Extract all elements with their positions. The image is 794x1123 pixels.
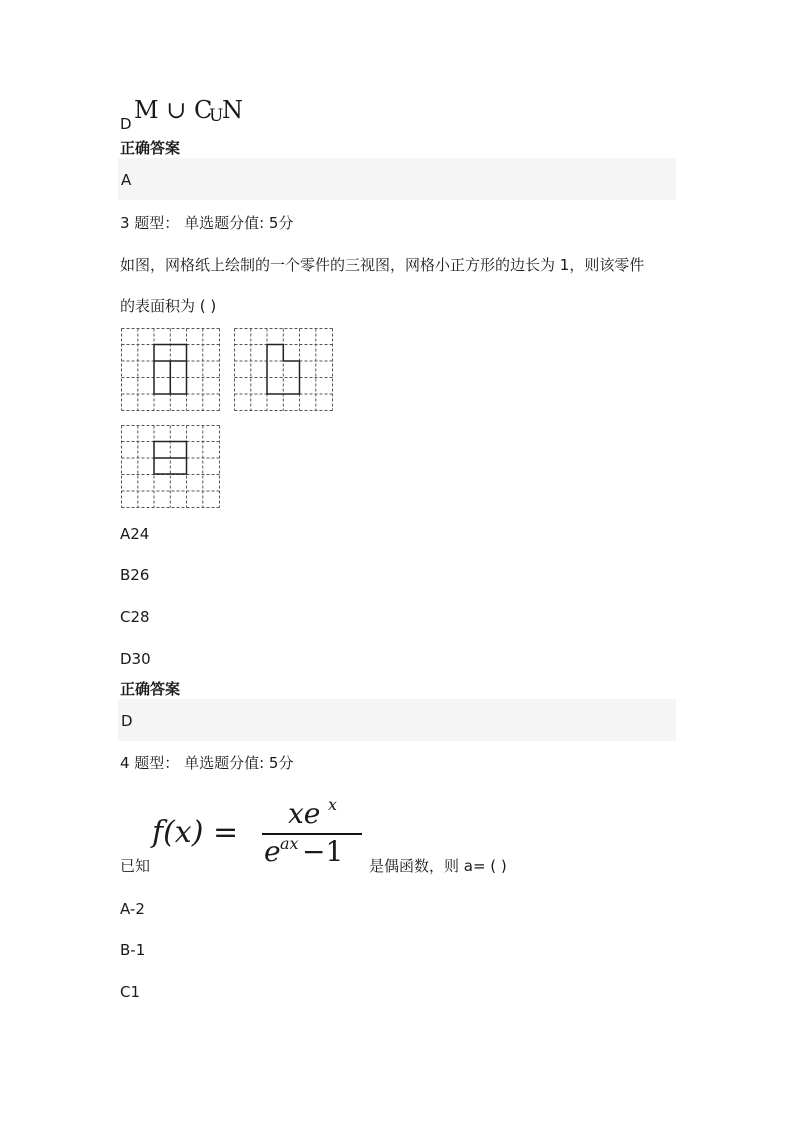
q4-prefix: 已知 (120, 857, 151, 875)
q3-correct-answer-value: D (121, 712, 133, 730)
q4-formula-denominator: e (264, 835, 281, 868)
q3-option-a: A24 (120, 525, 150, 543)
q2-option-d-tail: N (222, 96, 243, 124)
q2-correct-answer-value: A (121, 171, 132, 189)
q3-option-b: B26 (120, 566, 150, 584)
q2-option-d-sub: U (209, 106, 224, 126)
q4-formula (152, 796, 366, 872)
q3-question-line1: 如图，网格纸上绘制的一个零件的三视图，网格小正方形的边长为 1，则该零件 (120, 256, 645, 274)
q4-formula-denominator-tail: −1 (302, 835, 344, 868)
q2-correct-answer-label: 正确答案 (120, 139, 181, 157)
q4-formula-lhs: f(x) = (152, 815, 239, 850)
q4-formula-denominator-exponent: ax (280, 834, 299, 853)
q4-option-b: B-1 (120, 941, 146, 959)
q4-header: 4 题型： 单选题分值: 5分 (120, 754, 294, 772)
q3-correct-answer-label: 正确答案 (120, 680, 181, 698)
q4-formula-numerator-exponent: x (328, 795, 338, 814)
three-view-side-figure (234, 328, 333, 411)
q3-option-d: D30 (120, 650, 151, 668)
q3-question-line2: 的表面积为 ( ) (120, 297, 217, 315)
q4-suffix: 是偶函数，则 a= ( ) (369, 857, 507, 875)
three-view-top-figure (121, 425, 220, 508)
q2-option-d-expr: M ∪ C (134, 96, 213, 124)
three-view-front-figure (121, 328, 220, 411)
q4-option-c: C1 (120, 983, 141, 1001)
q4-formula-numerator: xe (288, 797, 321, 830)
q2-correct-answer-box (118, 158, 676, 200)
q3-header: 3 题型： 单选题分值: 5分 (120, 214, 294, 232)
q3-correct-answer-box (118, 699, 676, 741)
q2-option-d-letter: D (120, 115, 132, 133)
q4-option-a: A-2 (120, 900, 145, 918)
q3-option-c: C28 (120, 608, 150, 626)
